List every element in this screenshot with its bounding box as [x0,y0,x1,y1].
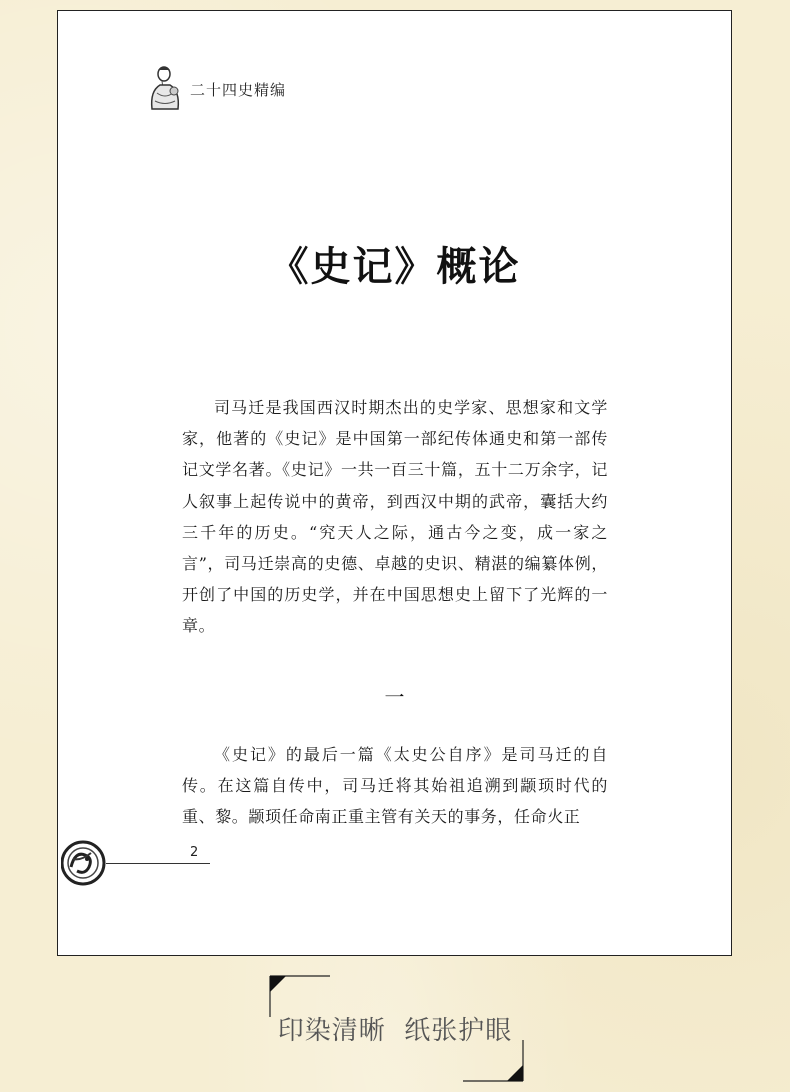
banner-slogan: 印染清晰 纸张护眼 [277,1016,513,1046]
body-paragraph: 《史记》的最后一篇《太史公自序》是司马迁的自传。在这篇自传中，司马迁将其始祖追溯到颛顼时代的重、黎。颛顼任命南正重主管有关天的事务，任命火正 [182,745,608,827]
intro-paragraph: 司马迁是我国西汉时期杰出的史学家、思想家和文学家，他著的《史记》是中国第一部纪传体通史和第一部传记文学名著。《史记》一共一百三十篇，五十二万余字，记人叙事上起传说中的黄帝，到西汉中期的武帝，囊括大约三千年的历史。“究天人之际，通古今之变，成一家之言”，司马迁崇高的史德、卓越的史识、精湛的编纂体例，开创了中国的历史学，并在中国思想史上留下了光辉的一章。 [182,398,608,636]
footer-rule [106,863,210,864]
chapter-title: 《史记》概论 [268,244,521,290]
section-number: 一 [384,685,405,709]
scholar-portrait-icon [146,65,184,111]
page-number: 2 [190,845,199,860]
book-series-title: 二十四史精编 [190,81,287,99]
corner-bracket-bottom-right-icon [463,1040,525,1082]
dragon-seal-icon [61,837,109,889]
book-page [57,10,732,956]
